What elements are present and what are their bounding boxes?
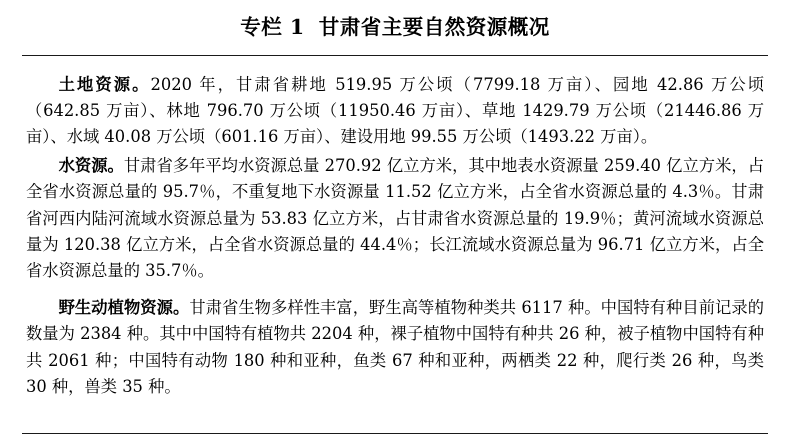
paragraph-lead-wildlife: 野生动植物资源。	[58, 297, 190, 317]
title-label: 专栏 1	[240, 15, 305, 39]
body-content	[0, 56, 790, 401]
paragraph-water-resources	[26, 153, 764, 285]
paragraph-lead-land: 土地资源。	[58, 74, 151, 94]
paragraph-text-water: 甘肃省多年平均水资源总量 270.92 亿立方米，其中地表水资源量 259.40 亿立方米，占全省水资源总量的 95.7％，不重复地下水资源量 11.52 亿立方米，占全省水资源总量的 4.3％。甘肃省河西内陆河流域水资源总量为 53.83 亿立方米，占甘肃省水资源总量的 19.9％；黄河流域水资源总量为 120.38 亿立方米，占全省水资源总量的 44.4％；长江流域水资源总量为 96.71 亿立方米，占全省水资源总量的 35.7％。	[26, 155, 764, 281]
page-title	[0, 14, 790, 41]
paragraph-wildlife-resources	[26, 295, 764, 401]
paragraph-land-resources	[26, 72, 764, 151]
paragraph-text-land: 2020 年，甘肃省耕地 519.95 万公顷（7799.18 万亩）、园地 42.86 万公顷（642.85 万亩）、林地 796.70 万公顷（11950.46 万亩）、草地 1429.79 万公顷（21446.86 万亩）、水域 40.08 万公顷（601.16 万亩）、建设用地 99.55 万公顷（1493.22 万亩）。	[26, 74, 764, 147]
paragraph-lead-water: 水资源。	[58, 155, 124, 175]
divider-bottom	[22, 433, 768, 434]
title-text: 甘肃省主要自然资源概况	[318, 15, 550, 39]
title-block	[0, 0, 790, 41]
paragraph-text-wildlife: 甘肃省生物多样性丰富，野生高等植物种类共 6117 种。中国特有种目前记录的数量为 2384 种。其中中国特有植物共 2204 种，裸子植物中国特有种共 26 种，被子植物中国特有种共 2061 种；中国特有动物 180 种和亚种，鱼类 67 种和亚种，两栖类 22 种，爬行类 26 种，鸟类 30 种，兽类 35 种。	[26, 297, 764, 396]
